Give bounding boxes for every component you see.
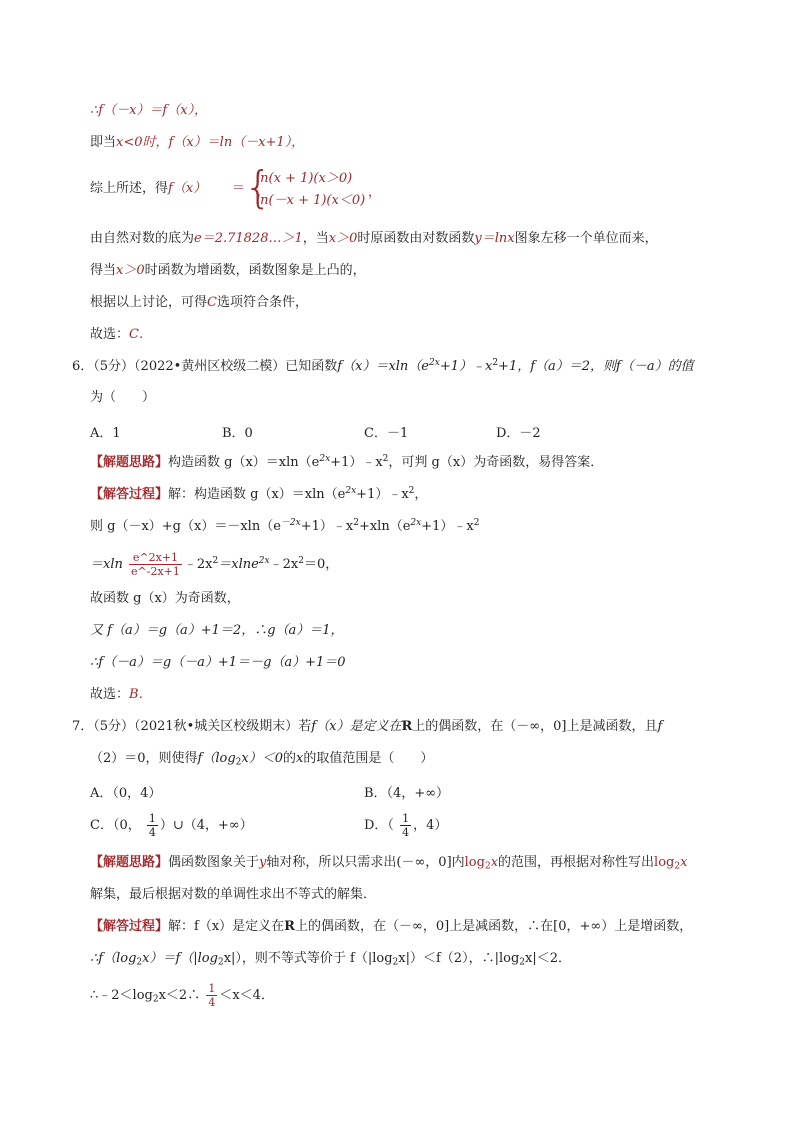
- text: 6．（5分）（2022•黄州区校级二模）已知函数: [72, 359, 338, 374]
- q6-choice-d: D．－2: [496, 426, 541, 441]
- math: C: [207, 295, 217, 310]
- text: 故选：: [90, 687, 130, 702]
- text: 上的偶函数，在（－∞，0]上是减函数，且: [412, 719, 658, 734]
- q6-solution-3: [90, 551, 338, 578]
- set-R: R: [401, 719, 413, 734]
- text: 解：构造函数 g（x）＝xln（e: [168, 487, 346, 502]
- exponent: 2: [212, 556, 219, 567]
- line-when-negative: [90, 134, 304, 152]
- text: 轴对称，所以只需求出(－∞，0]内: [266, 855, 465, 870]
- math: x<0时，: [116, 135, 169, 150]
- q6-header: [72, 358, 694, 376]
- text: ，可判 g（x）为奇函数，易得答案．: [388, 455, 604, 470]
- math: f（x）是定义在: [311, 719, 402, 734]
- fraction-denominator: 4: [148, 826, 156, 839]
- text: +xln（e: [358, 519, 411, 534]
- math: ∴f（log: [90, 951, 137, 966]
- math: log: [654, 855, 675, 870]
- text: 的: [283, 751, 297, 766]
- math: ＝xlne: [218, 557, 259, 572]
- text: x|＜2．: [525, 951, 571, 966]
- math: x＞0: [328, 231, 358, 246]
- text: 7．（5分）（2021秋•城关区校级期末）若: [72, 719, 312, 734]
- math: x: [680, 855, 688, 870]
- fraction: [206, 982, 217, 1009]
- text: 综上所述，得: [90, 181, 169, 196]
- math: x: [490, 855, 499, 870]
- q7-idea-2: 解集，最后根据对数的单调性求出不等式的解集．: [90, 887, 377, 902]
- q6-idea: [90, 454, 603, 472]
- math: y: [259, 855, 267, 870]
- text: x＜2∴: [158, 988, 201, 1003]
- answer: C．: [129, 327, 152, 342]
- text: 构造函数 g（x）＝xln（e: [168, 455, 320, 470]
- fraction-numerator: 1: [402, 812, 410, 825]
- q7-choice-b: B．（4，+∞）: [364, 786, 450, 801]
- answer: B．: [129, 687, 152, 702]
- exponent: 2x: [258, 556, 270, 567]
- q7-header-cont: [90, 750, 433, 768]
- brace-icon: {: [244, 162, 272, 213]
- subscript: 2: [136, 957, 143, 968]
- exponent: 2: [492, 358, 499, 369]
- text: （2）＝0，则使得: [90, 751, 198, 766]
- text: D．（: [364, 818, 394, 833]
- text: 上的偶函数，在（－∞，0]上是减函数，∴在[0，+∞）上是增函数，: [294, 919, 693, 934]
- q7-choice-a: A．（0，4）: [90, 786, 162, 801]
- text: ，: [414, 487, 428, 502]
- math: f（x）＝ln（－x+1），: [168, 135, 305, 150]
- exponent: 2: [408, 486, 415, 497]
- math: x＞0: [116, 263, 145, 278]
- q6-solution-2: [90, 518, 479, 536]
- piecewise-end: ，: [368, 185, 382, 200]
- text: 的范围，再根据对称性写出: [498, 855, 655, 870]
- exponent: 2x: [319, 454, 331, 465]
- text: +1）﹣x: [356, 487, 409, 502]
- subscript: 2: [674, 861, 681, 872]
- subscript: 2: [519, 957, 525, 968]
- text: 根据以上讨论，可得: [90, 295, 208, 310]
- q7-choice-c: [90, 812, 253, 839]
- text: ﹣2x: [269, 557, 299, 572]
- math: e＝2.71828…＞1: [194, 231, 303, 246]
- q6-solution-4: 故函数 g（x）为奇函数，: [90, 591, 240, 606]
- math: f（log: [197, 751, 236, 766]
- line-answer-c: [90, 326, 152, 344]
- exponent: 2x: [345, 486, 357, 497]
- piecewise-case-2: ln(－x + 1)(x＜0): [256, 193, 366, 208]
- exponent: 2: [353, 518, 359, 529]
- text: 解：f（x）是定义在: [168, 919, 285, 934]
- fraction-numerator: e^2x+1: [129, 551, 182, 565]
- q6-solution-5: 又 f（a）＝g（a）+1＝2，∴g（a）＝1，: [90, 623, 344, 638]
- fraction-numerator: 1: [208, 982, 216, 995]
- q6-solution-1: [90, 486, 427, 504]
- text: 得当: [90, 263, 117, 278]
- line-natural-log: [90, 230, 658, 248]
- idea-tag: 【解题思路】: [90, 855, 169, 870]
- exponent: 2x: [410, 518, 422, 529]
- subscript: 2: [484, 861, 491, 872]
- exponent: 2: [473, 518, 480, 529]
- text: C．（0，: [90, 818, 141, 833]
- q6-answer: [90, 686, 152, 704]
- math: f: [657, 719, 663, 734]
- math: f（x）＝xln（e: [337, 359, 429, 374]
- math: +1，f（a）＝2，则f（－a）的值: [498, 359, 694, 374]
- text: 时原函数由对数函数: [357, 231, 475, 246]
- q7-header: [72, 718, 662, 736]
- text: ∴﹣2＜log: [90, 988, 153, 1003]
- exponent: 2: [298, 556, 304, 567]
- fraction: [400, 812, 411, 839]
- subscript: 2: [235, 757, 242, 768]
- math: x）＜0: [241, 751, 284, 766]
- text: ，4）: [413, 818, 448, 833]
- text: +1）﹣x: [421, 519, 474, 534]
- text: 时函数为增函数，函数图象是上凸的，: [144, 263, 366, 278]
- math: x: [296, 751, 304, 766]
- exponent: －2x: [280, 518, 301, 529]
- text: 故选：: [90, 327, 130, 342]
- q6-header-cont: 为（ ）: [90, 390, 156, 405]
- text: 即当: [90, 135, 117, 150]
- text: +1）﹣x: [330, 455, 383, 470]
- math: log: [464, 855, 485, 870]
- q7-choice-d: [364, 812, 447, 839]
- text: +1）﹣x: [300, 519, 354, 534]
- math: x）＝f（|log: [142, 951, 218, 966]
- math: ＝xln: [90, 557, 123, 572]
- subscript: 2: [392, 957, 399, 968]
- fraction-denominator: 4: [208, 996, 216, 1009]
- q6-choice-b: B．0: [222, 426, 253, 441]
- q7-solution-2: [90, 950, 571, 968]
- exponent: 2: [382, 454, 389, 465]
- piecewise-function: [244, 162, 384, 214]
- text: 则 g（－x）+g（x）＝－xln（e: [90, 519, 281, 534]
- piecewise-eq: ＝: [232, 181, 246, 196]
- fraction-denominator: 4: [402, 826, 410, 839]
- text: x|），则不等式等价于 f（|log: [223, 951, 393, 966]
- piecewise-case-1: ln(x + 1)(x＞0): [256, 171, 353, 186]
- subscript: 2: [152, 994, 159, 1005]
- q7-solution-1: [90, 918, 692, 936]
- text: 图象左移一个单位而来，: [514, 231, 658, 246]
- set-R: R: [284, 919, 295, 934]
- solution-tag: 【解答过程】: [90, 487, 169, 502]
- math: +1）﹣x: [439, 359, 493, 374]
- line-summary: [90, 180, 206, 198]
- text: ﹣2x: [183, 557, 213, 572]
- fraction: [129, 551, 182, 578]
- q6-choice-c: C．－1: [364, 426, 409, 441]
- text: ＜x＜4．: [219, 988, 274, 1003]
- text: ，当: [302, 231, 329, 246]
- line-f-even: ∴f（－x）＝f（x），: [90, 103, 208, 118]
- text: ＝0，: [303, 557, 339, 572]
- text: 选项符合条件，: [216, 295, 308, 310]
- line-conclusion: [90, 294, 308, 312]
- q6-solution-6: ∴f（－a）＝g（－a）+1＝－g（a）+1＝0: [90, 655, 346, 670]
- fraction-denominator: e^-2x+1: [131, 565, 180, 578]
- q7-solution-3: [90, 982, 274, 1009]
- fraction: [147, 812, 158, 839]
- text: x|）＜f（2），∴|log: [398, 951, 520, 966]
- q6-choice-a: A．1: [90, 426, 121, 441]
- idea-tag: 【解题思路】: [90, 455, 169, 470]
- math: f（x）: [168, 181, 207, 196]
- exponent: 2x: [429, 358, 440, 369]
- text: 由自然对数的底为: [90, 231, 195, 246]
- fraction-numerator: 1: [148, 812, 156, 825]
- text: 的取值范围是（ ）: [303, 751, 434, 766]
- q7-idea-1: [90, 854, 687, 872]
- solution-tag: 【解答过程】: [90, 919, 169, 934]
- line-increasing: [90, 262, 366, 280]
- math: y＝lnx: [474, 231, 515, 246]
- text: ）∪（4，+∞）: [159, 818, 253, 833]
- subscript: 2: [217, 957, 224, 968]
- text: 偶函数图象关于: [168, 855, 260, 870]
